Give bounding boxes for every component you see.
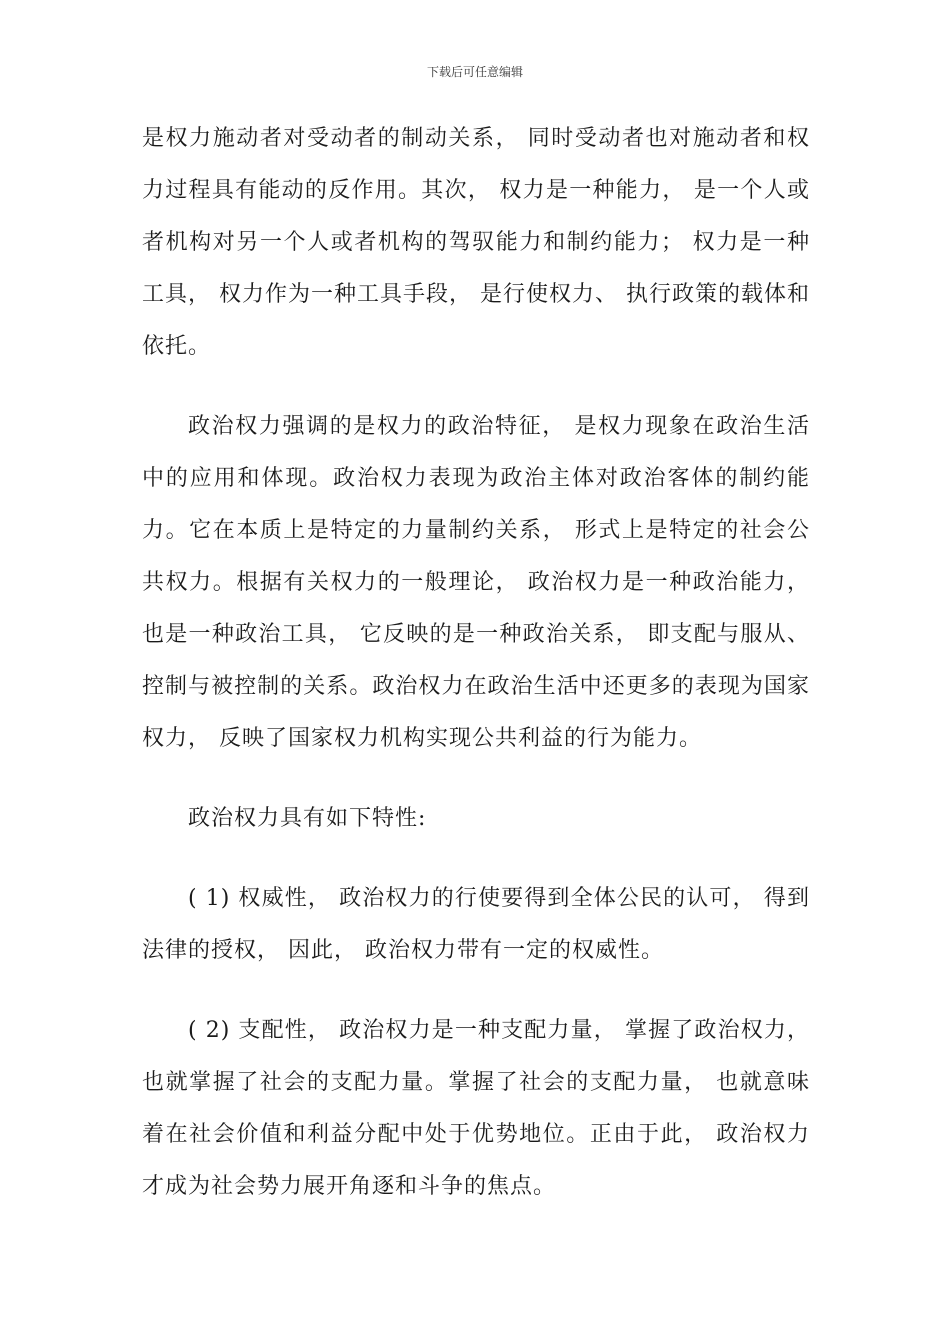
document-body — [142, 113, 810, 1213]
paragraph-authority: ( 1) 权威性， 政治权力的行使要得到全体公民的认可， 得到法律的授权， 因此， 政治权力带有一定的权威性。 — [142, 886, 810, 963]
paragraph-power-relation: 是权力施动者对受动者的制动关系， 同时受动者也对施动者和权力过程具有能动的反作用。其次， 权力是一种能力， 是一个人或者机构对另一个人或者机构的驾驭能力和制约能力； 权力是一种工具， 权力作为一种工具手段， 是行使权力、 执行政策的载体和依托。 — [142, 126, 810, 359]
paragraph-political-power-definition: 政治权力强调的是权力的政治特征， 是权力现象在政治生活中的应用和体现。政治权力表现为政治主体对政治客体的制约能力。它在本质上是特定的力量制约关系， 形式上是特定的社会公共权力。根据有关权力的一般理论， 政治权力是一种政治能力， 也是一种政治工具， 它反映的是一种政治关系， 即支配与服从、控制与被控制的关系。政治权力在政治生活中还更多的表现为国家权力， 反映了国家权力机构实现公共利益的行为能力。 — [142, 414, 810, 751]
page-header: 下载后可任意编辑 — [426, 65, 523, 79]
paragraph-dominance: ( 2) 支配性， 政治权力是一种支配力量， 掌握了政治权力， 也就掌握了社会的支配力量。掌握了社会的支配力量， 也就意味着在社会价值和利益分配中处于优势地位。正由于此， 政治权力才成为社会势力展开角逐和斗争的焦点。 — [142, 1018, 810, 1199]
paragraph-characteristics-intro: 政治权力具有如下特性: — [188, 806, 427, 831]
